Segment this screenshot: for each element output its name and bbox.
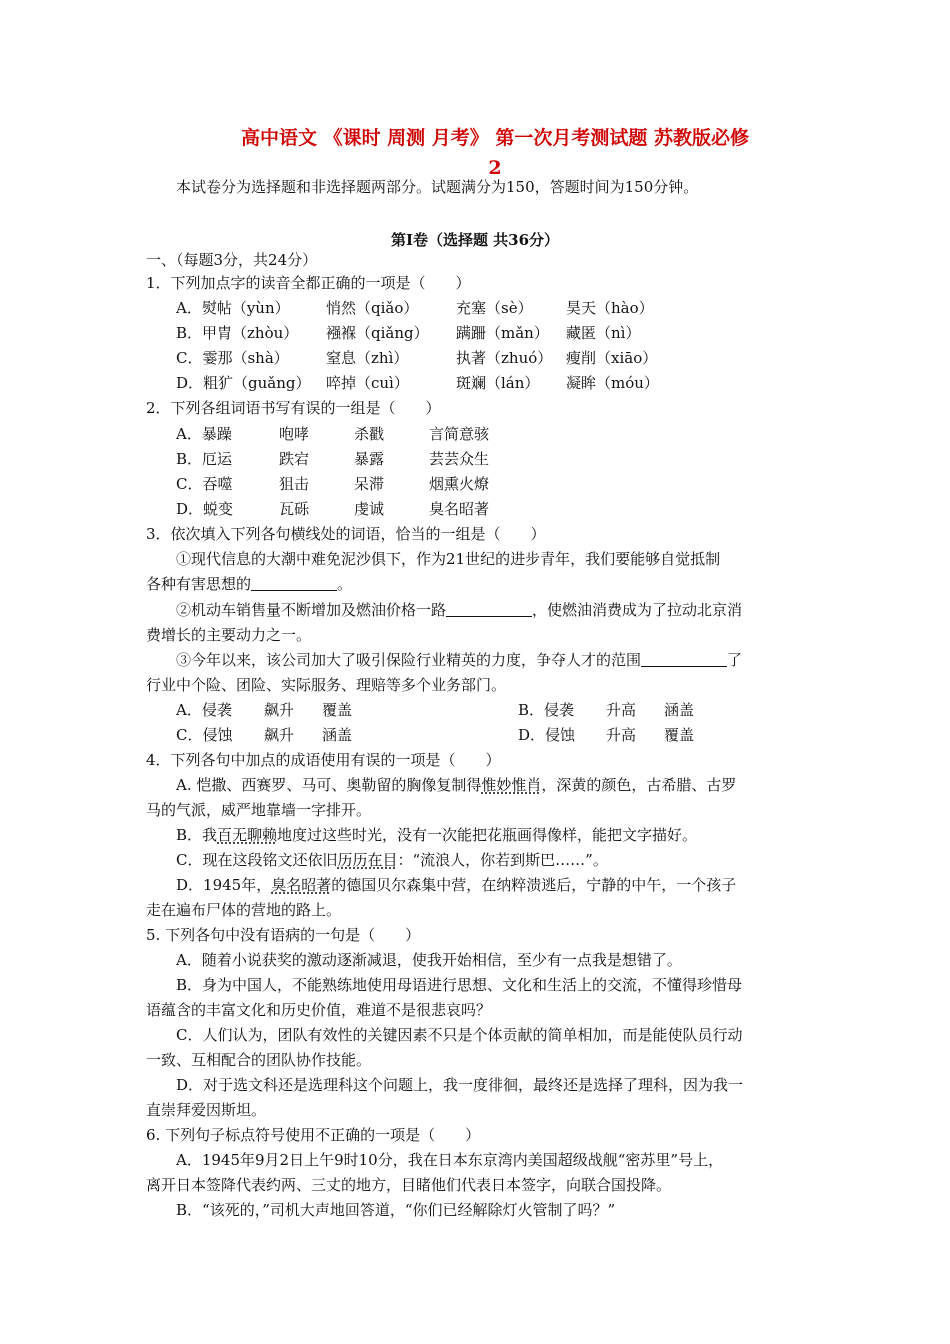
- q3-a-3: 覆盖: [322, 701, 353, 719]
- q2-c-4: 烟熏火燎: [429, 475, 490, 493]
- q1-d-1: D．粗犷（guǎng）: [176, 374, 311, 392]
- q4-option-a-line-2: 马的气派，威严地靠墙一字排开。: [146, 801, 372, 819]
- q3-option-a: [176, 700, 352, 720]
- q1-d-2: 啐掉（cuì）: [326, 374, 409, 392]
- q4-a-text: A. 恺撒、西赛罗、马可、奥勒留的胸像复制得: [176, 776, 482, 794]
- q1-option-c: [176, 348, 657, 368]
- q6-option-b: B．“该死的，”司机大声地回答道，“你们已经解除灯火管制了吗？”: [176, 1201, 616, 1219]
- q3-sentence-2-line-1: [176, 600, 742, 620]
- q1-d-4: 凝眸（móu）: [566, 374, 659, 392]
- q1-b-4: 藏匿（nì）: [566, 324, 641, 342]
- q1-d-3: 斑斓（lán）: [456, 374, 540, 392]
- q2-d-3: 虔诚: [354, 500, 385, 518]
- q5-option-c-line-2: 一致、互相配合的团队协作技能。: [146, 1051, 372, 1069]
- q3-sentence-3-line-2: 行业中个险、团险、实际服务、理赔等多个业务部门。: [146, 676, 507, 694]
- q5-option-b-line-2: 语蕴含的丰富文化和历史价值，难道不是很悲哀吗？: [146, 1001, 492, 1019]
- q1-c-2: 窒息（zhì）: [326, 349, 409, 367]
- q3-s2-rest: ，使燃油消费成为了拉动北京消: [532, 601, 743, 619]
- q5-stem: 5. 下列各句中没有语病的一句是（ ）: [146, 926, 421, 944]
- q4-b-idiom: 百无聊赖: [217, 826, 278, 844]
- q4-a-idiom: 惟妙惟肖: [481, 776, 542, 794]
- q4-c-text: C．现在这段铭文还依旧: [176, 851, 338, 869]
- part-heading: 一、（每题3分，共24分）: [146, 251, 318, 269]
- section-title: 第Ⅰ卷（选择题 共36分）: [390, 231, 560, 249]
- q5-option-a: A．随着小说获奖的激动逐渐减退，使我开始相信，至少有一点我是想错了。: [176, 951, 682, 969]
- q2-option-b: [176, 449, 489, 469]
- q5-option-c-line-1: C．人们认为，团队有效性的关键因素不只是个体贡献的简单相加，而是能使队员行动: [176, 1026, 743, 1044]
- q4-c-idiom: 历历在目: [337, 851, 398, 869]
- q2-option-a: [176, 424, 489, 444]
- q1-b-3: 蹒跚（mǎn）: [456, 324, 549, 342]
- q4-c-rest: ：“流浪人，你若到斯巴……”。: [397, 851, 608, 869]
- q1-c-4: 瘦削（xiāo）: [566, 349, 658, 367]
- q1-option-a: [176, 298, 654, 318]
- q3-b-1: B．侵袭: [518, 701, 575, 719]
- q1-a-2: 悄然（qiǎo）: [326, 299, 419, 317]
- q4-option-a-line-1: [176, 775, 736, 795]
- q3-sentence-1-line-2: [146, 574, 352, 594]
- q4-d-rest: 的德国贝尔森集中营，在纳粹溃逃后，宁静的中午，一个孩子: [331, 876, 737, 894]
- q3-s1-text: 各种有害思想的: [146, 575, 252, 593]
- q2-a-3: 杀戳: [354, 425, 385, 443]
- q4-d-text: D．1945年，: [176, 876, 272, 894]
- title-line-1: 高中语文 《课时 周测 月考》 第一次月考测试题 苏教版必修: [240, 127, 750, 149]
- q3-d-3: 覆盖: [664, 726, 695, 744]
- q2-b-3: 暴露: [354, 450, 385, 468]
- q2-c-1: C．吞噬: [176, 475, 233, 493]
- q1-a-4: 昊天（hào）: [566, 299, 654, 317]
- q5-option-d-line-2: 直崇拜爱因斯坦。: [146, 1101, 267, 1119]
- q4-option-b: [176, 825, 697, 845]
- q3-blank-2: [446, 600, 532, 617]
- q2-option-d: [176, 499, 489, 519]
- q3-option-c: [176, 725, 352, 745]
- q3-a-1: A．侵袭: [176, 701, 232, 719]
- q3-c-3: 涵盖: [322, 726, 353, 744]
- exam-title: [150, 123, 840, 183]
- q2-option-c: [176, 474, 489, 494]
- q1-option-b: [176, 323, 640, 343]
- q3-s3-text: ③今年以来，该公司加大了吸引保险行业精英的力度，争夺人才的范围: [176, 651, 642, 669]
- q3-a-2: 飙升: [264, 701, 295, 719]
- q4-option-d-line-1: [176, 875, 736, 895]
- intro-text: 本试卷分为选择题和非选择题两部分。试题满分为150，答题时间为150分钟。: [176, 178, 699, 196]
- q1-c-1: C．霎那（shà）: [176, 349, 289, 367]
- q2-a-4: 言简意骇: [429, 425, 490, 443]
- q3-s2-text: ②机动车销售量不断增加及燃油价格一路: [176, 601, 447, 619]
- q2-c-2: 狙击: [279, 475, 310, 493]
- q6-option-a-line-2: 离开日本签降代表约两、三丈的地方，目睹他们代表日本签字，向联合国投降。: [146, 1176, 672, 1194]
- q3-blank-1: [251, 574, 337, 591]
- q3-sentence-3-line-1: [176, 650, 742, 670]
- q2-a-2: 咆哮: [279, 425, 310, 443]
- q3-c-1: C．侵蚀: [176, 726, 233, 744]
- q2-d-2: 瓦砾: [279, 500, 310, 518]
- q3-s1-end: 。: [337, 575, 353, 593]
- q3-sentence-2-line-2: 费增长的主要动力之一。: [146, 626, 312, 644]
- q3-s3-rest: 了: [727, 651, 743, 669]
- q3-c-2: 飙升: [264, 726, 295, 744]
- q3-sentence-1-line-1: ①现代信息的大潮中难免泥沙俱下，作为21世纪的进步青年，我们要能够自觉抵制: [176, 550, 721, 568]
- q3-blank-3: [641, 650, 727, 667]
- q1-b-2: 襁褓（qiǎng）: [326, 324, 429, 342]
- q2-b-2: 跌宕: [279, 450, 310, 468]
- q3-d-2: 升高: [606, 726, 637, 744]
- q6-option-a-line-1: A．1945年9月2日上午9时10分，我在日本东京湾内美国超级战舰“密苏里”号上，: [176, 1151, 724, 1169]
- q2-c-3: 呆滞: [354, 475, 385, 493]
- q4-b-text: B．我: [176, 826, 218, 844]
- q3-b-3: 涵盖: [664, 701, 695, 719]
- q3-stem: 3．依次填入下列各句横线处的词语，恰当的一组是（ ）: [146, 525, 546, 543]
- q4-b-rest: 地度过这些时光，没有一次能把花瓶画得像样，能把文字描好。: [277, 826, 698, 844]
- q4-option-c: [176, 850, 608, 870]
- q2-b-1: B．厄运: [176, 450, 233, 468]
- q3-b-2: 升高: [606, 701, 637, 719]
- q1-stem: 1．下列加点字的读音全都正确的一项是（ ）: [146, 274, 471, 292]
- q3-option-d: [518, 725, 694, 745]
- q2-b-4: 芸芸众生: [429, 450, 490, 468]
- q4-stem: 4．下列各句中加点的成语使用有误的一项是（ ）: [146, 751, 501, 769]
- title-line-2: 2: [488, 157, 502, 179]
- q1-a-3: 充塞（sè）: [456, 299, 533, 317]
- q2-d-1: D．蜕变: [176, 500, 234, 518]
- q3-d-1: D．侵蚀: [518, 726, 576, 744]
- q3-option-b: [518, 700, 694, 720]
- q1-a-1: A．熨帖（yùn）: [176, 299, 290, 317]
- q1-b-1: B．甲胄（zhòu）: [176, 324, 299, 342]
- q1-option-d: [176, 373, 659, 393]
- q4-d-idiom: 臭名昭著: [271, 876, 332, 894]
- q4-a-rest: ，深黄的颜色，古希腊、古罗: [541, 776, 737, 794]
- q2-stem: 2．下列各组词语书写有误的一组是（ ）: [146, 399, 441, 417]
- q6-stem: 6. 下列句子标点符号使用不正确的一项是（ ）: [146, 1126, 481, 1144]
- q4-option-d-line-2: 走在遍布尸体的营地的路上。: [146, 901, 342, 919]
- q2-a-1: A．暴躁: [176, 425, 232, 443]
- q5-option-b-line-1: B．身为中国人，不能熟练地使用母语进行思想、文化和生活上的交流，不懂得珍惜母: [176, 976, 743, 994]
- q5-option-d-line-1: D．对于选文科还是选理科这个问题上，我一度徘徊，最终还是选择了理科，因为我一: [176, 1076, 744, 1094]
- q1-c-3: 执著（zhuó）: [456, 349, 553, 367]
- q2-d-4: 臭名昭著: [429, 500, 490, 518]
